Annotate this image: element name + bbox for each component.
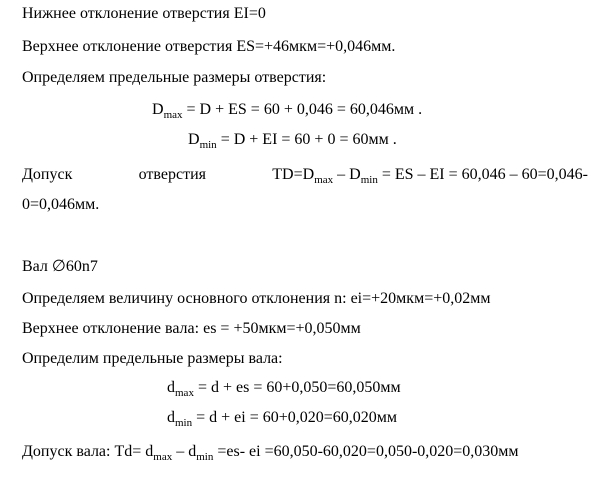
hole-dmin-formula	[188, 130, 397, 150]
shaft-tolerance-part-2: – d	[172, 443, 197, 460]
shaft-title	[22, 257, 98, 277]
shaft-tolerance-part-3: =es- ei =60,050-60,020=0,050-0,020=0,030мм	[213, 443, 519, 460]
hole-dmin-subscript: min	[199, 139, 217, 151]
shaft-upper-deviation: Верхнее отклонение вала: es = +50мкм=+0,050мм	[22, 320, 361, 337]
hole-dmin-expression: = D + EI = 60 + 0 = 60мм .	[216, 131, 397, 148]
shaft-dmin-expression: = d + ei = 60+0,020=60,020мм	[192, 409, 398, 426]
shaft-tolerance-sub-2: min	[196, 451, 214, 463]
shaft-tolerance-formula	[22, 442, 519, 462]
diameter-icon: ∅	[51, 258, 66, 275]
shaft-tolerance-part-1: Допуск вала: Td= d	[22, 443, 154, 460]
hole-limit-sizes-heading: Определяем предельные размеры отверстия:	[22, 69, 327, 86]
hole-dmax-formula	[152, 100, 422, 120]
hole-tolerance-part-3: = ES – EI = 60,046 – 60=0,046-	[377, 166, 588, 183]
hole-tolerance-word-1: Допуск	[22, 166, 73, 183]
shaft-title-suffix: 60n7	[65, 258, 98, 275]
shaft-dmax-symbol: d	[167, 379, 175, 396]
hole-tolerance-row	[22, 165, 588, 185]
shaft-tolerance-sub-1: max	[153, 451, 173, 463]
hole-tolerance-word-2: отверстия	[138, 166, 206, 183]
shaft-basic-deviation: Определяем величину основного отклонения n: ei=+20мкм=+0,02мм	[22, 290, 491, 307]
hole-tolerance-part-1: TD=D	[272, 166, 315, 183]
hole-upper-deviation: Верхнее отклонение отверстия ES=+46мкм=+0,046мм.	[22, 38, 396, 55]
shaft-dmin-subscript: min	[175, 417, 193, 429]
shaft-dmin-symbol: d	[167, 409, 175, 426]
hole-dmax-subscript: max	[163, 109, 183, 121]
shaft-title-prefix: Вал	[22, 258, 52, 275]
hole-dmax-symbol: D	[152, 101, 164, 118]
hole-tolerance-part-2: – D	[333, 166, 361, 183]
hole-lower-deviation: Нижнее отклонение отверстия EI=0	[22, 5, 266, 22]
shaft-dmin-formula	[167, 408, 397, 428]
shaft-dmax-expression: = d + es = 60+0,050=60,050мм	[193, 379, 401, 396]
shaft-limit-sizes-heading: Определим предельные размеры вала:	[22, 350, 283, 367]
hole-tolerance-formula	[272, 165, 588, 185]
hole-tolerance-line-2: 0=0,046мм.	[22, 196, 100, 213]
shaft-dmax-formula	[167, 378, 401, 398]
shaft-dmax-subscript: max	[175, 387, 194, 399]
hole-dmax-expression: = D + ES = 60 + 0,046 = 60,046мм .	[182, 101, 423, 118]
hole-tolerance-sub-1: max	[314, 174, 334, 186]
hole-tolerance-sub-2: min	[360, 174, 378, 186]
hole-dmin-symbol: D	[188, 131, 200, 148]
